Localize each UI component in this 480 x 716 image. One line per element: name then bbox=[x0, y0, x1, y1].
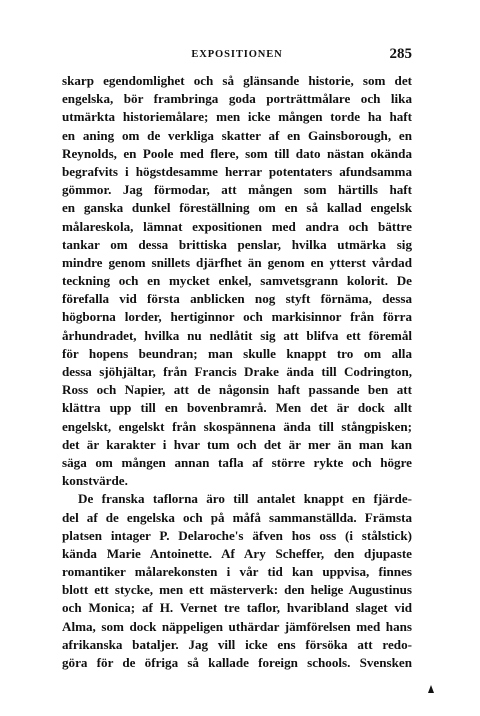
text-line: konstvärde. bbox=[62, 473, 128, 489]
text-line: del af de engelska och på måfå sammanställda. Främsta bbox=[62, 509, 412, 525]
text-line: en ganska dunkel föreställning om en så kallad engelsk bbox=[62, 200, 412, 216]
text-line: för hopens beundran; man skulle knappt tro om alla bbox=[62, 345, 412, 361]
text-line: målareskola, lämnat expositionen med andra och bättre bbox=[62, 218, 412, 234]
text-line: begrafvits i högstdesamme herrar potentaters afundsamma bbox=[62, 163, 412, 179]
text-line: engelska, bör frambringa goda porträttmålare och lika bbox=[62, 91, 412, 107]
text-line: klättra upp till en bovenbramrå. Men det är dock allt bbox=[62, 400, 412, 416]
text-line: Alma, som dock näppeligen uthärdar jämförelsen med hans bbox=[62, 618, 412, 634]
running-head bbox=[62, 46, 412, 66]
text-line: förefalla vid första anblicken nog styft förnäma, dessa bbox=[62, 291, 412, 307]
printer-mark-icon bbox=[428, 685, 434, 693]
text-line: högborna lorder, hertiginnor och markisinnor från förra bbox=[62, 309, 412, 325]
text-line: Reynolds, en Poole med flere, som till dato nästan okända bbox=[62, 145, 412, 161]
text-line: engelskt, engelskt från skospännena ända till stångpisken; bbox=[62, 418, 412, 434]
text-line: tankar om dessa brittiska penslar, hvilka utmärka sig bbox=[62, 236, 412, 252]
text-line: säga om mången annan tafla af större rykte och högre bbox=[62, 454, 412, 470]
text-line: platsen intager P. Delaroche's äfven hos oss (i stålstick) bbox=[62, 527, 412, 543]
text-line: mindre genom snillets djärfhet än genom en ytterst vårdad bbox=[62, 254, 412, 270]
text-line: en aning om de verkliga skatter af en Gainsborough, en bbox=[62, 127, 412, 143]
text-line: dessa sjöhjältar, från Francis Drake ända till Codrington, bbox=[62, 364, 412, 379]
text-line: och Monica; af H. Vernet tre taflor, hvaribland slaget vid bbox=[62, 600, 412, 616]
text-line: De franska taflorna äro till antalet knappt en fjärde- bbox=[78, 491, 412, 507]
text-line: teckning och en mycket enkel, samvetsgrann kolorit. De bbox=[62, 273, 412, 289]
text-line: århundradet, hvilka nu nedlåtit sig att blifva ett föremål bbox=[62, 327, 412, 343]
body-text bbox=[62, 72, 412, 672]
text-line: göra för de öfriga så kallade foreign schools. Svensken bbox=[62, 655, 412, 670]
text-line: skarp egendomlighet och så glänsande historie, som det bbox=[62, 73, 412, 88]
text-line: gömmor. Jag förmodar, att mången som härtills haft bbox=[62, 182, 412, 198]
text-line: utmärkta historiemålare; men icke mången torde ha haft bbox=[62, 109, 412, 125]
text-line: Ross och Napier, att de någonsin haft passande ben att bbox=[62, 382, 412, 398]
text-line: romantiker målarekonsten i vår tid kan uppvisa, finnes bbox=[62, 564, 412, 580]
text-line: afrikanska bataljer. Jag vill icke ens försöka att redo- bbox=[62, 636, 412, 652]
text-line: det är karakter i hvar tum och det är mer än man kan bbox=[62, 436, 412, 452]
page-number: 285 bbox=[389, 46, 412, 62]
text-line: kända Marie Antoinette. Af Ary Scheffer, den djupaste bbox=[62, 545, 412, 561]
running-title: EXPOSITIONEN bbox=[191, 49, 283, 60]
text-line: blott ett stycke, men ett mästerverk: den helige Augustinus bbox=[62, 582, 412, 598]
